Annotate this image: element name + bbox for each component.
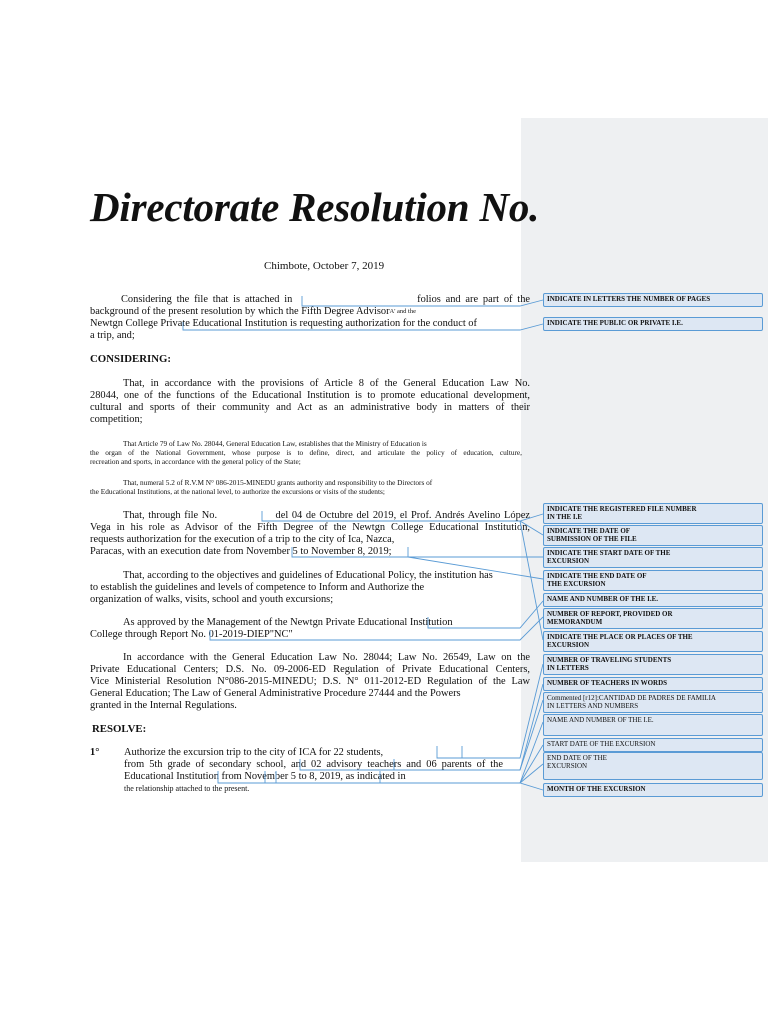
paragraph-considering-7 [90,652,530,712]
text-line: the Educational Institutions, at the national level, to authorize the excursions or visits of the students; [90,487,385,497]
comment-box[interactable] [543,677,763,691]
comment-text: INDICATE IN LETTERS THE NUMBER OF PAGES [547,295,711,303]
text-line: a trip, and; [90,330,135,341]
text-line: background of the present resolution by which the Fifth Degree AdvisorA' and the [90,306,416,317]
comment-text: INDICATE THE DATE OF [547,527,631,535]
document-title: Directorate Resolution No. [90,184,540,230]
comment-text: NUMBER OF TEACHERS IN WORDS [547,679,668,687]
paragraph-considering-5 [90,570,530,606]
text-line: Newtgn College Private Educational Institution is requesting authorization for the conduct of [90,318,477,329]
comment-text: END DATE OF THE [547,754,607,762]
text-line: That, according to the objectives and guidelines of Educational Policy, the institution has [123,570,493,581]
comment-box[interactable] [543,654,763,675]
comment-box[interactable] [543,570,763,591]
comment-box[interactable] [543,317,763,331]
comment-text: IN THE I.E [547,513,583,522]
text-line: College through Report No. 01-2019-DIEP"NC" [90,629,293,640]
comment-text: INDICATE THE PUBLIC OR PRIVATE I.E. [547,319,683,327]
text-line: 28044, one of the functions of the Educational Institution is to promote educational development, [90,390,530,401]
paragraph-considering-4 [90,510,530,558]
comment-text: EXCURSION [547,641,590,650]
comment-box[interactable] [543,593,763,607]
comment-text: SUBMISSION OF THE FILE [547,535,637,544]
text-line: cultural and sports of their community and Act as an administrative body in matters of their [90,402,530,413]
comment-box[interactable] [543,692,763,713]
paragraph-considering-6 [90,617,530,641]
comment-text: MONTH OF THE EXCURSION [547,785,646,793]
comment-box[interactable] [543,525,763,546]
text-line: General Education; The Law of General Administrative Procedure 27444 and the Powers [90,688,461,699]
comment-text: INDICATE THE PLACE OR PLACES OF THE [547,633,693,641]
item-number: 1° [90,747,100,758]
comment-text: INDICATE THE REGISTERED FILE NUMBER [547,505,697,513]
text-line: That, in accordance with the provisions of Article 8 of the General Education Law No. [123,378,530,389]
comment-box[interactable] [543,631,763,652]
paragraph-considering-1 [90,378,530,426]
text-line: the organ of the National Government, whose purpose is to define, direct, and articulate the policy of education, culture, [90,448,522,458]
comment-text: START DATE OF THE EXCURSION [547,740,656,748]
text-line: That, through file No. del 04 de Octubre del 2019, el Prof. Andrés Avelino López [123,510,530,521]
comment-text: INDICATE THE START DATE OF THE [547,549,671,557]
comment-text: EXCURSION [547,762,588,771]
text-line: Educational Institution from November 5 to 8, 2019, as indicated in [124,771,406,782]
text-line: In accordance with the General Education Law No. 28044; Law No. 26549, Law on the [123,652,530,663]
comment-text: INDICATE THE END DATE OF [547,572,647,580]
comment-box[interactable] [543,714,763,736]
text-line: from 5th grade of secondary school, and 02 advisory teachers and 06 parents of the [124,759,503,770]
comment-text: NUMBER OF TRAVELING STUDENTS [547,656,672,664]
text-line: granted in the Internal Regulations. [90,700,237,711]
resolve-heading: RESOLVE: [92,723,147,735]
comment-text: IN LETTERS [547,664,589,673]
considering-heading: CONSIDERING: [90,353,171,365]
text-line: That, numeral 5.2 of R.V.M N° 086-2015-MINEDU grants authority and responsibility to the Directors of [123,478,433,487]
comment-text: NUMBER OF REPORT, PROVIDED OR [547,610,673,618]
comment-box[interactable] [543,738,763,752]
comment-box[interactable] [543,608,763,629]
text-line: the relationship attached to the present. [124,784,250,793]
text-line: recreation and sports, in accordance with the general policy of the State; [90,457,301,467]
text-line: competition; [90,414,143,425]
comment-box[interactable] [543,503,763,524]
text-line: That Article 79 of Law No. 28044, General Education Law, establishes that the Ministry of Education is [123,439,427,448]
comment-text: IN LETTERS AND NUMBERS [547,702,639,711]
text-line: organization of walks, visits, school and youth excursions; [90,594,334,605]
text-line: requests authorization for the execution of a trip to the city of Ica, Nazca, [90,534,395,545]
paragraph-considering-3 [90,478,522,496]
comment-text: MEMORANDUM [547,618,603,627]
comment-text: NAME AND NUMBER OF THE I.E. [547,716,654,724]
comment-text: THE EXCURSION [547,580,606,589]
paragraph-considering-2 [90,439,522,467]
text-line: Private Educational Centers; D.S. No. 09-2006-ED Regulation of Private Educational Centers, [90,664,530,675]
paragraph-intro [90,294,530,342]
comment-text: Commented [r12]:CANTIDAD DE PADRES DE FAMILIA [547,694,716,702]
text-line: to establish the guidelines and levels of competence to Inform and Authorize the [90,582,425,593]
comment-box[interactable] [543,547,763,568]
overlapping-text: A' and the [389,308,416,315]
date-line: Chimbote, October 7, 2019 [264,260,385,272]
comment-box[interactable] [543,783,763,797]
text-line: Vega in his role as Advisor of the Fifth Degree of the Newtgn College Educational Institution, [90,522,530,533]
text-line: Paracas, with an execution date from November 5 to November 8, 2019; [90,546,392,557]
resolve-item-1 [124,747,503,795]
text-line: Considering the file that is attached in folios and are part of the [121,294,530,305]
comment-text: EXCURSION [547,557,590,566]
text-line: As approved by the Management of the Newtgn Private Educational Institution [123,617,453,628]
comment-text: NAME AND NUMBER OF THE I.E. [547,595,659,603]
text-line: Vice Ministerial Resolution N°086-2015-MINEDU; D.S. N° 011-2012-ED Regulation of the Law [90,676,530,687]
text-line: Authorize the excursion trip to the city of ICA for 22 students, [124,747,384,758]
comment-box[interactable] [543,752,763,780]
comment-box[interactable] [543,293,763,307]
